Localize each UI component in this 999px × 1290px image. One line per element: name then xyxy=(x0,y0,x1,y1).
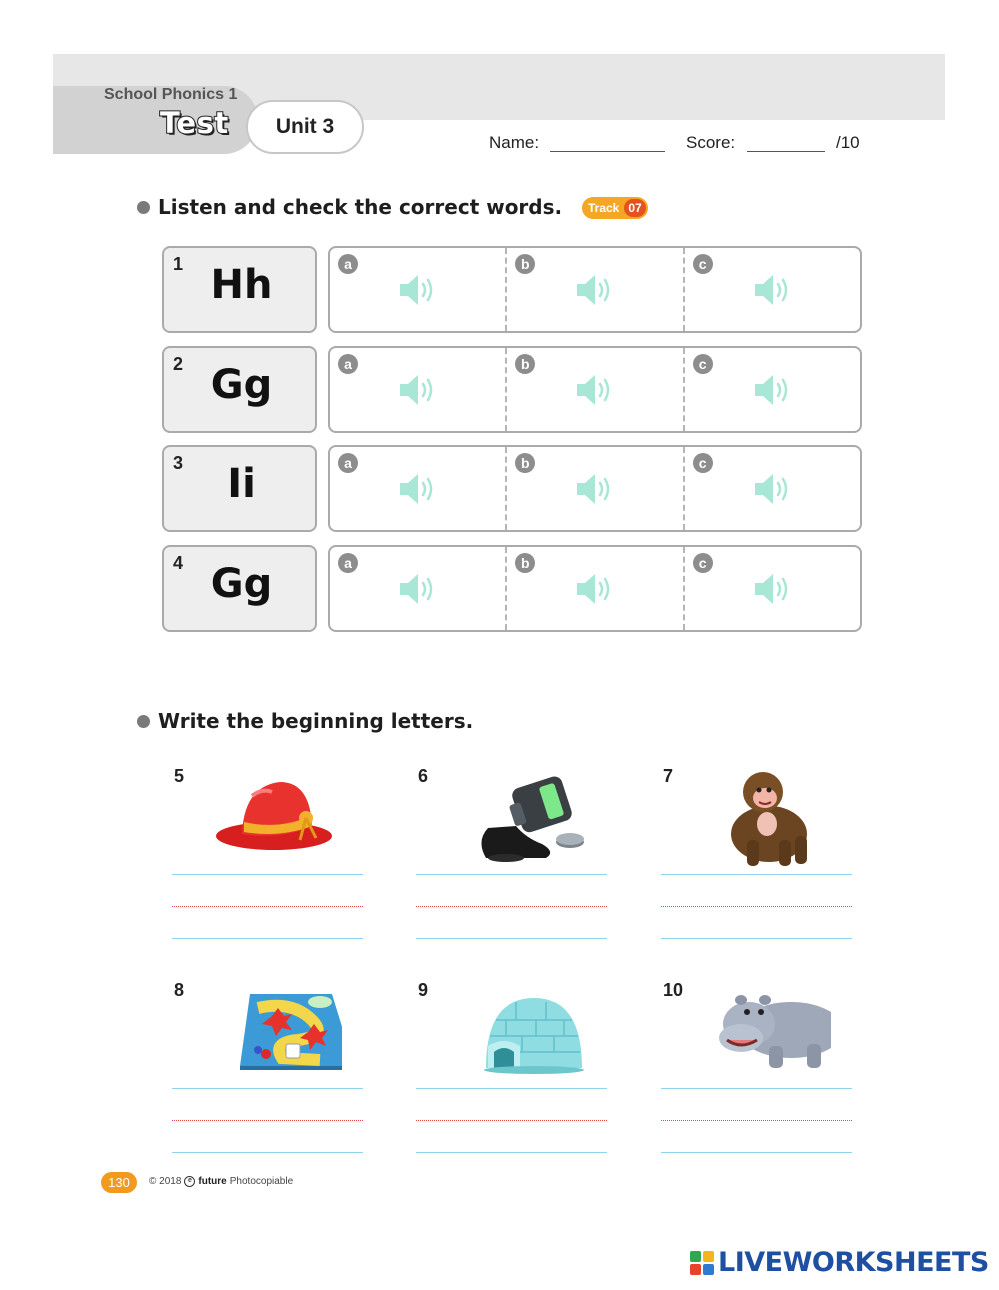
series-label: School Phonics 1 xyxy=(104,86,238,103)
option-letter: b xyxy=(515,254,535,274)
writing-line-top[interactable] xyxy=(172,1088,363,1089)
copyright-year: © 2018 xyxy=(149,1176,182,1187)
option-letter: b xyxy=(515,553,535,573)
ink-bottle-icon xyxy=(446,766,586,876)
row-number: 2 xyxy=(173,354,184,374)
listening-row-4 xyxy=(162,545,862,632)
options-box xyxy=(328,246,862,333)
writing-line-bottom[interactable] xyxy=(416,938,607,939)
track-number: 07 xyxy=(624,199,646,217)
write-item-9 xyxy=(416,980,607,1170)
listening-row-2 xyxy=(162,346,862,433)
speaker-icon[interactable] xyxy=(575,471,615,507)
item-number: 6 xyxy=(418,766,429,786)
score-input-line[interactable] xyxy=(747,151,825,152)
item-number: 5 xyxy=(174,766,185,786)
item-number: 10 xyxy=(663,980,684,1000)
option-a[interactable] xyxy=(330,447,505,530)
option-b[interactable] xyxy=(505,547,682,630)
board-game-icon xyxy=(202,980,342,1090)
listening-row-3 xyxy=(162,445,862,532)
speaker-icon[interactable] xyxy=(575,272,615,308)
speaker-icon[interactable] xyxy=(753,471,793,507)
section-listen-title xyxy=(137,195,562,219)
writing-line-top[interactable] xyxy=(661,874,852,875)
item-number: 8 xyxy=(174,980,185,1000)
write-item-8 xyxy=(172,980,363,1170)
section-write-title xyxy=(137,709,473,733)
speaker-icon[interactable] xyxy=(398,272,438,308)
speaker-icon[interactable] xyxy=(575,571,615,607)
row-number: 3 xyxy=(173,453,184,473)
option-b[interactable] xyxy=(505,447,682,530)
track-badge[interactable] xyxy=(582,197,648,219)
photocopiable-note: Photocopiable xyxy=(229,1176,294,1187)
writing-line-mid[interactable] xyxy=(172,1120,363,1121)
writing-line-top[interactable] xyxy=(416,874,607,875)
publisher-logo-icon: e xyxy=(184,1176,195,1187)
writing-line-bottom[interactable] xyxy=(416,1152,607,1153)
writing-line-mid[interactable] xyxy=(661,906,852,907)
write-item-5 xyxy=(172,766,363,956)
writing-line-mid[interactable] xyxy=(416,906,607,907)
speaker-icon[interactable] xyxy=(398,571,438,607)
row-letter: Ii xyxy=(227,461,256,507)
letter-box xyxy=(162,246,317,333)
option-c[interactable] xyxy=(683,348,860,431)
write-item-10 xyxy=(661,980,852,1170)
item-number: 7 xyxy=(663,766,674,786)
option-c[interactable] xyxy=(683,447,860,530)
section-write-instruction: Write the beginning letters. xyxy=(158,709,474,733)
test-title: Test xyxy=(160,106,229,140)
row-letter: Hh xyxy=(210,262,273,308)
writing-line-mid[interactable] xyxy=(172,906,363,907)
speaker-icon[interactable] xyxy=(398,372,438,408)
option-letter: c xyxy=(693,354,713,374)
bullet-icon xyxy=(137,201,150,214)
listening-row-1 xyxy=(162,246,862,333)
option-b[interactable] xyxy=(505,348,682,431)
write-item-7 xyxy=(661,766,852,956)
option-c[interactable] xyxy=(683,547,860,630)
liveworksheets-icon xyxy=(690,1251,714,1275)
copyright xyxy=(149,1176,293,1187)
speaker-icon[interactable] xyxy=(575,372,615,408)
name-input-line[interactable] xyxy=(550,151,665,152)
track-label: Track xyxy=(588,201,620,215)
option-c[interactable] xyxy=(683,248,860,331)
option-letter: c xyxy=(693,453,713,473)
option-a[interactable] xyxy=(330,348,505,431)
letter-box xyxy=(162,346,317,433)
writing-line-mid[interactable] xyxy=(416,1120,607,1121)
letter-box xyxy=(162,545,317,632)
option-a[interactable] xyxy=(330,547,505,630)
letter-box xyxy=(162,445,317,532)
name-label: Name: xyxy=(489,133,540,152)
page-number: 130 xyxy=(101,1172,137,1193)
option-letter: a xyxy=(338,354,358,374)
writing-line-bottom[interactable] xyxy=(661,938,852,939)
row-letter: Gg xyxy=(210,362,273,408)
row-number: 4 xyxy=(173,553,184,573)
writing-line-top[interactable] xyxy=(172,874,363,875)
igloo-icon xyxy=(446,980,586,1090)
item-number: 9 xyxy=(418,980,429,1000)
options-box xyxy=(328,346,862,433)
writing-line-top[interactable] xyxy=(416,1088,607,1089)
option-letter: a xyxy=(338,453,358,473)
speaker-icon[interactable] xyxy=(753,372,793,408)
writing-line-bottom[interactable] xyxy=(661,1152,852,1153)
option-letter: c xyxy=(693,254,713,274)
hippo-icon xyxy=(691,980,831,1090)
score-total: /10 xyxy=(836,133,860,152)
option-b[interactable] xyxy=(505,248,682,331)
score-label: Score: xyxy=(686,133,736,152)
section-listen-instruction: Listen and check the correct words. xyxy=(158,195,563,219)
row-number: 1 xyxy=(173,254,184,274)
gorilla-icon xyxy=(691,766,831,876)
hat-icon xyxy=(202,766,342,876)
publisher-brand: future xyxy=(198,1176,227,1187)
row-letter: Gg xyxy=(210,561,273,607)
option-letter: c xyxy=(693,553,713,573)
option-letter: a xyxy=(338,553,358,573)
writing-line-bottom[interactable] xyxy=(172,1152,363,1153)
liveworksheets-logo xyxy=(690,1247,989,1278)
option-letter: a xyxy=(338,254,358,274)
bullet-icon xyxy=(137,715,150,728)
write-item-6 xyxy=(416,766,607,956)
speaker-icon[interactable] xyxy=(753,272,793,308)
option-letter: b xyxy=(515,453,535,473)
liveworksheets-text: LIVEWORKSHEETS xyxy=(718,1247,989,1278)
options-box xyxy=(328,545,862,632)
writing-line-mid[interactable] xyxy=(661,1120,852,1121)
writing-line-top[interactable] xyxy=(661,1088,852,1089)
option-letter: b xyxy=(515,354,535,374)
speaker-icon[interactable] xyxy=(398,471,438,507)
speaker-icon[interactable] xyxy=(753,571,793,607)
options-box xyxy=(328,445,862,532)
option-a[interactable] xyxy=(330,248,505,331)
unit-pill: Unit 3 xyxy=(246,100,364,154)
writing-line-bottom[interactable] xyxy=(172,938,363,939)
